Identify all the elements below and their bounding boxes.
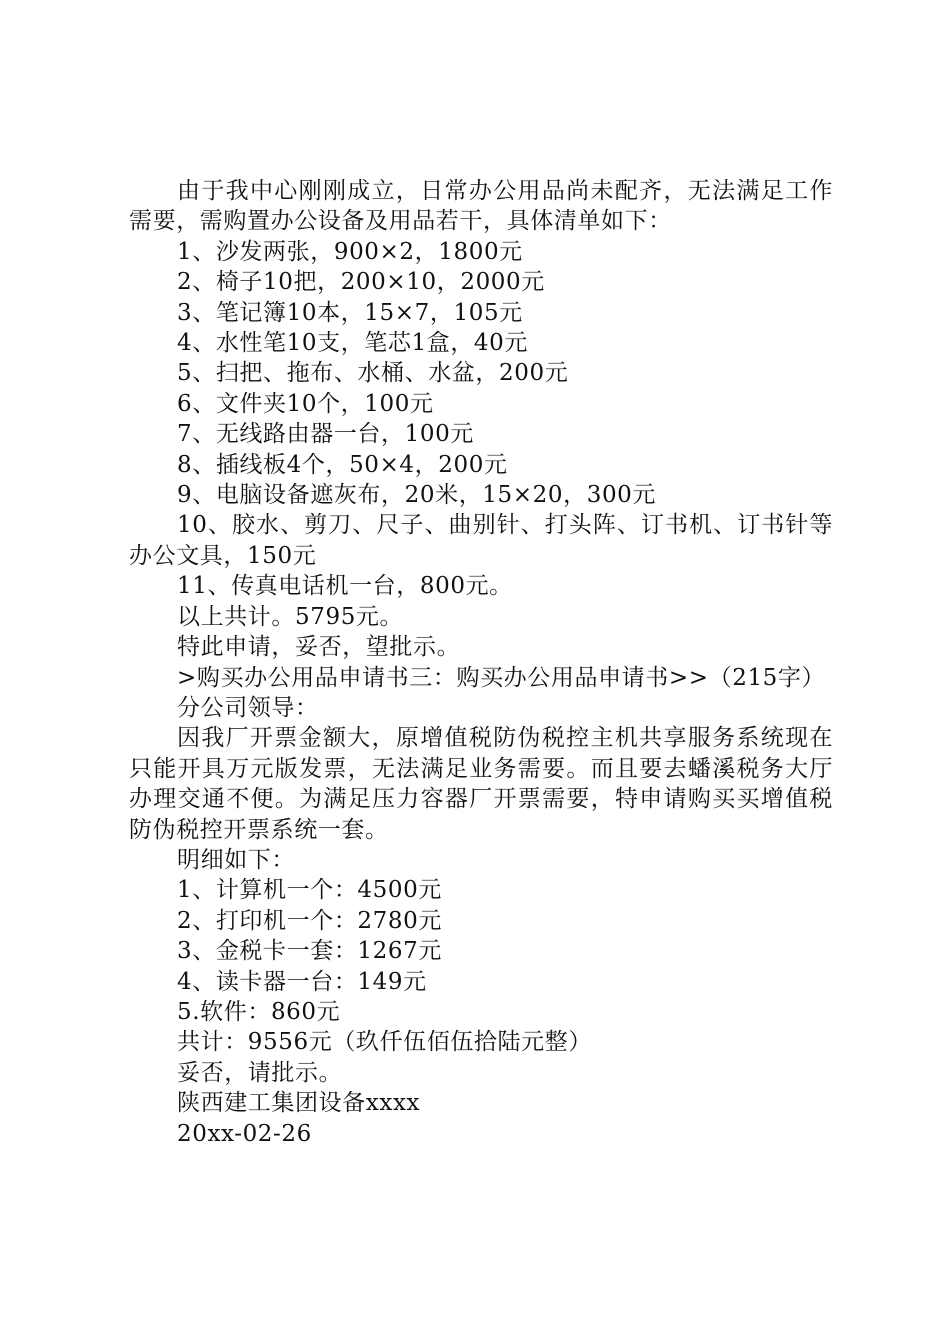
list-item: 11、传真电话机一台，800元。 [177, 573, 513, 600]
list-item: 6、文件夹10个，100元 [177, 390, 434, 417]
request-line: 妥否，请批示。 [177, 1059, 343, 1086]
list-item: 1、计算机一个：4500元 [177, 877, 442, 904]
signature-org: 陕西建工集团设备xxxx [177, 1090, 421, 1117]
list-item: 9、电脑设备遮灰布，20米，15×20，300元 [177, 482, 657, 509]
details-heading: 明细如下： [177, 846, 295, 873]
list-item: 3、笔记簿10本，15×7，105元 [177, 299, 523, 326]
request-line: 特此申请，妥否，望批示。 [177, 634, 461, 661]
list-item: 10、胶水、剪刀、尺子、曲别针、打头阵、订书机、订书针等办公文具，150元 [129, 512, 833, 569]
document-body [129, 176, 833, 1149]
list-item: 1、沙发两张，900×2，1800元 [177, 238, 523, 265]
salutation: 分公司领导： [177, 694, 319, 721]
list-item: 2、打印机一个：2780元 [177, 907, 442, 934]
list-item: 8、插线板4个，50×4，200元 [177, 451, 508, 478]
list-item: 5、扫把、拖布、水桶、水盆，200元 [177, 360, 569, 387]
paragraph-body: 因我厂开票金额大，原增值税防伪税控主机共享服务系统现在只能开具万元版发票，无法满足业务需要。而且要去蟠溪税务大厅办理交通不便。为满足压力容器厂开票需要，特申请购买买增值税防伪税控开票系统一套。 [129, 725, 833, 843]
signature-date: 20xx-02-26 [177, 1120, 312, 1147]
list-item: 5.软件：860元 [177, 998, 341, 1025]
list-item: 3、金税卡一套：1267元 [177, 938, 442, 965]
paragraph-intro: 由于我中心刚刚成立，日常办公用品尚未配齐，无法满足工作需要，需购置办公设备及用品若干，具体清单如下： [129, 178, 833, 235]
total-line: 以上共计。5795元。 [177, 603, 404, 630]
list-item: 4、水性笔10支，笔芯1盒，40元 [177, 330, 528, 357]
list-item: 7、无线路由器一台，100元 [177, 421, 474, 448]
list-item: 4、读卡器一台：149元 [177, 968, 427, 995]
list-item: 2、椅子10把，200×10，2000元 [177, 269, 545, 296]
total-line: 共计：9556元（玖仟伍佰伍拾陆元整） [177, 1029, 592, 1056]
section-link: >购买办公用品申请书三：购买办公用品申请书>>（215字） [177, 664, 826, 691]
